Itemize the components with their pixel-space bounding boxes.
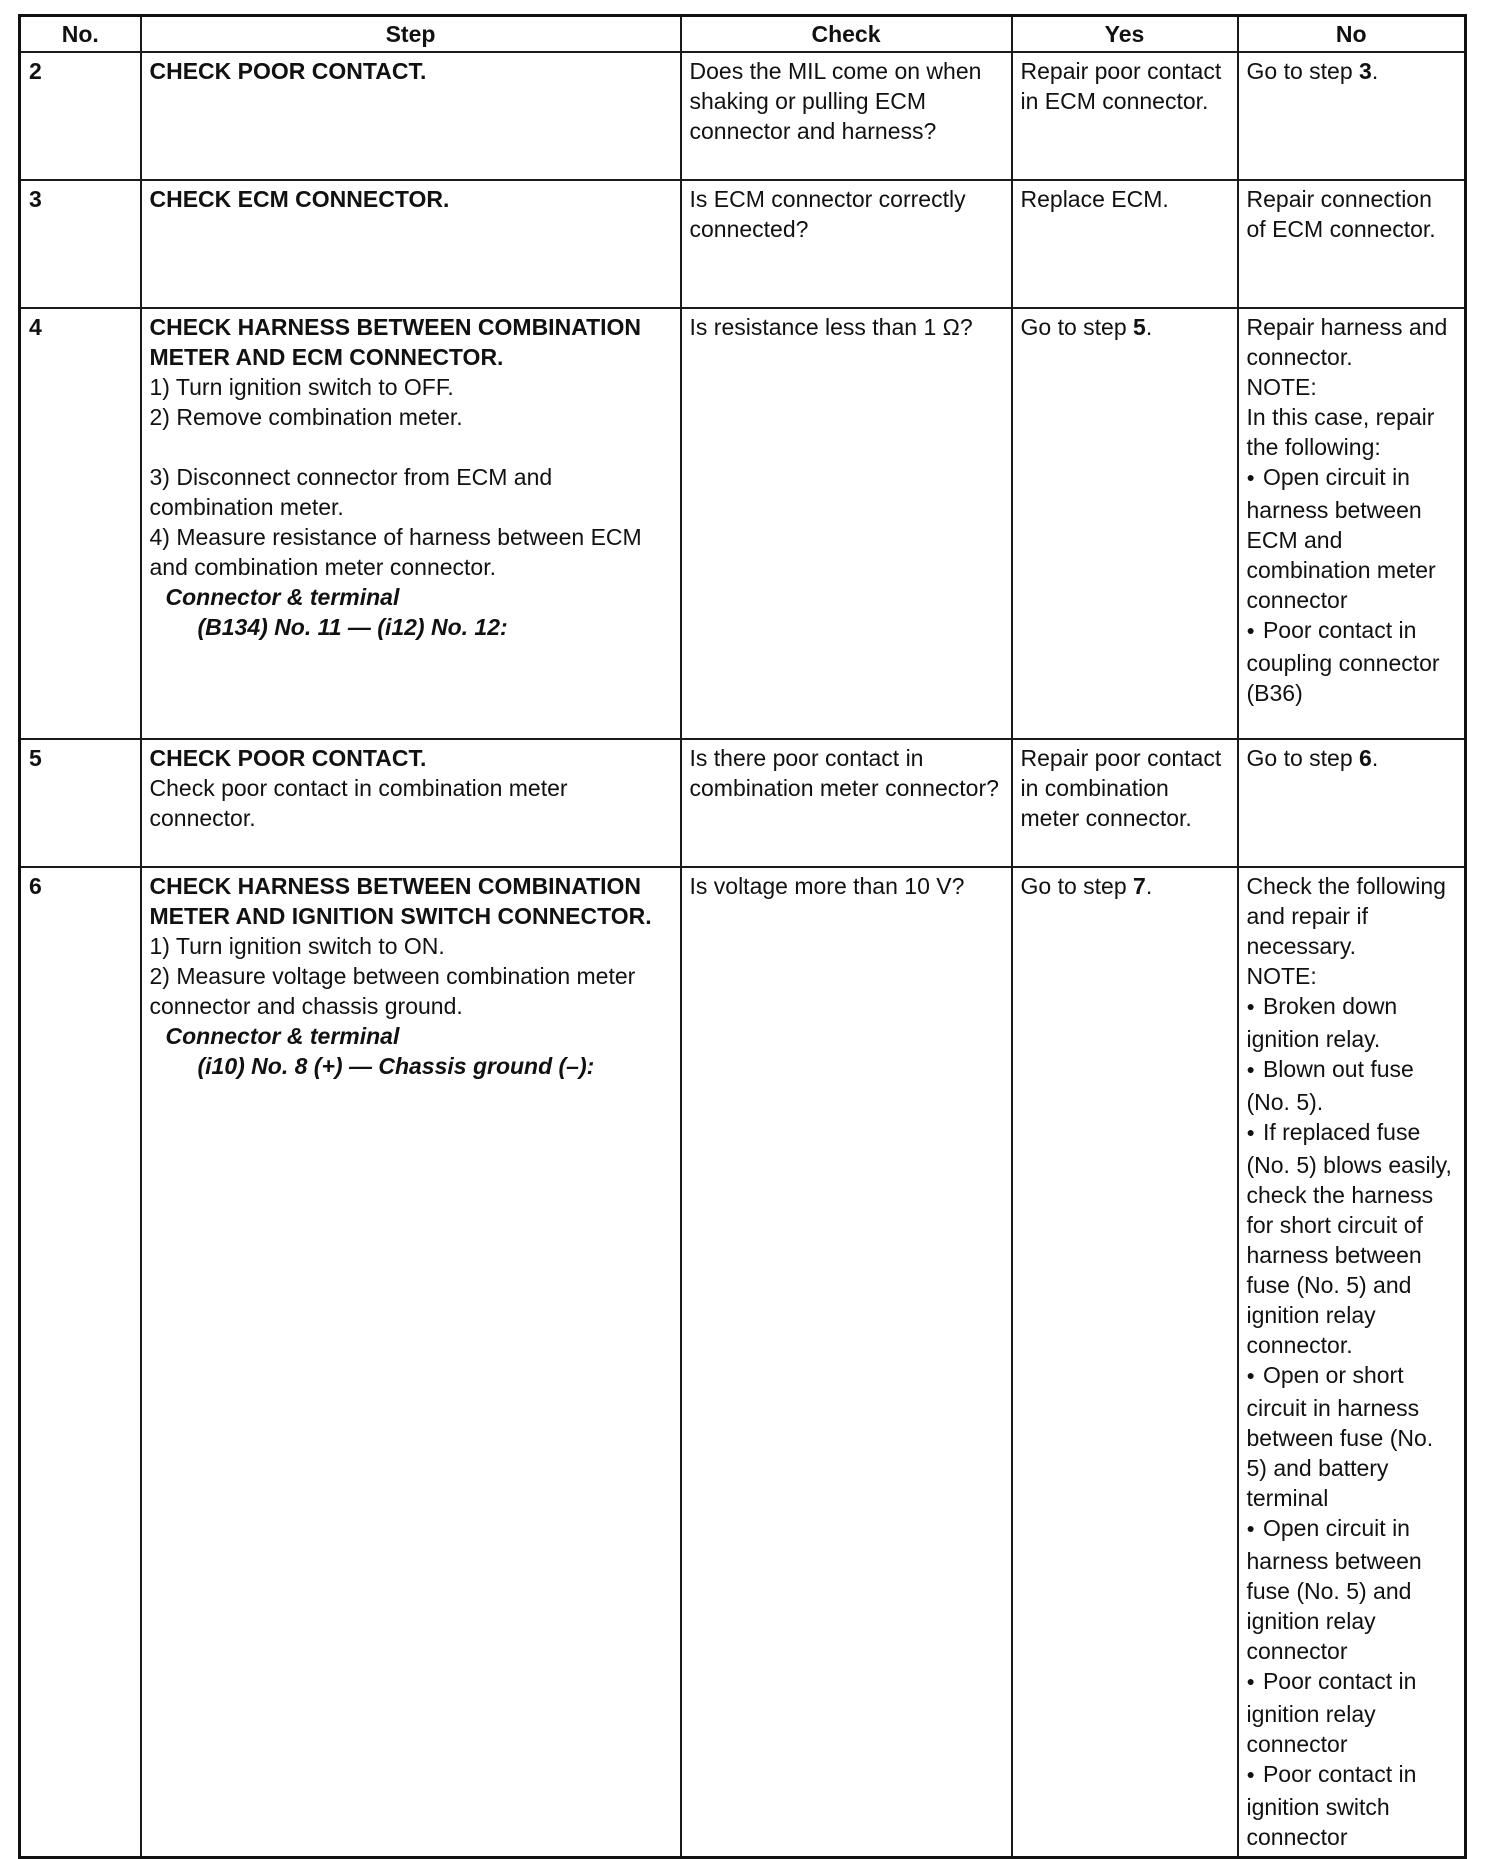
note-label: NOTE:	[1246, 963, 1317, 989]
bullet-item: ● Poor contact in ignition relay connector	[1247, 1666, 1457, 1759]
check-cell: Is voltage more than 10 V?	[681, 867, 1012, 1858]
go-to-step-number: 5	[1133, 314, 1146, 340]
step-title: CHECK POOR CONTACT.	[149, 745, 427, 771]
table-row	[20, 739, 1466, 867]
no-cell	[1238, 739, 1466, 867]
go-to-step-number: 7	[1133, 873, 1146, 899]
step-number: 6	[20, 867, 141, 1858]
step-number: 5	[20, 739, 141, 867]
no-text: Check the following and repair if necessary.	[1246, 873, 1446, 959]
table-row	[20, 308, 1466, 739]
go-to-step-number: 3	[1359, 58, 1372, 84]
yes-suffix: .	[1145, 314, 1153, 340]
no-text: In this case, repair the following:	[1246, 404, 1435, 460]
header-no-answer: No	[1238, 16, 1466, 53]
yes-cell: Repair poor contact in combination meter connector.	[1012, 739, 1238, 867]
step-number: 3	[20, 180, 141, 308]
yes-cell: Replace ECM.	[1012, 180, 1238, 308]
step-instruction: 2) Remove combination meter.	[149, 404, 463, 430]
step-instruction: Check poor contact in combination meter connector.	[149, 775, 568, 831]
no-suffix: .	[1371, 58, 1379, 84]
go-to-step-number: 6	[1359, 745, 1372, 771]
no-prefix: Go to step	[1246, 58, 1360, 84]
step-cell	[141, 739, 681, 867]
header-step: Step	[141, 16, 681, 53]
yes-cell	[1012, 308, 1238, 739]
check-cell: Is there poor contact in combination meter connector?	[681, 739, 1012, 867]
yes-cell	[1012, 867, 1238, 1858]
bullet-item: ● Broken down ignition relay.	[1247, 991, 1457, 1054]
step-instruction: 1) Turn ignition switch to ON.	[149, 933, 445, 959]
step-title: CHECK POOR CONTACT.	[149, 58, 427, 84]
header-yes: Yes	[1012, 16, 1238, 53]
bullet-item: ● Poor contact in ignition switch connector	[1247, 1759, 1457, 1852]
connector-terminal-value: (i10) No. 8 (+) — Chassis ground (–):	[197, 1053, 595, 1079]
table-row	[20, 867, 1466, 1858]
step-instruction: 4) Measure resistance of harness between ECM and combination meter connector.	[149, 524, 642, 580]
header-row	[20, 16, 1466, 53]
step-cell	[141, 52, 681, 180]
no-cell	[1238, 867, 1466, 1858]
no-text: Repair harness and connector.	[1246, 314, 1448, 370]
step-cell	[141, 308, 681, 739]
table-row	[20, 52, 1466, 180]
yes-prefix: Go to step	[1020, 314, 1134, 340]
yes-suffix: .	[1145, 873, 1153, 899]
step-instruction: 3) Disconnect connector from ECM and combination meter.	[149, 464, 553, 520]
step-cell	[141, 180, 681, 308]
connector-terminal-label: Connector & terminal	[165, 1023, 400, 1049]
connector-terminal-label: Connector & terminal	[165, 584, 400, 610]
yes-prefix: Go to step	[1020, 873, 1134, 899]
step-title: CHECK ECM CONNECTOR.	[149, 186, 450, 212]
check-cell: Is ECM connector correctly connected?	[681, 180, 1012, 308]
bullet-item: ● Blown out fuse (No. 5).	[1247, 1054, 1457, 1117]
no-suffix: .	[1371, 745, 1379, 771]
bullet-item: ● Open circuit in harness between ECM and combination meter connector	[1247, 462, 1457, 615]
step-title: CHECK HARNESS BETWEEN COMBINATION METER AND IGNITION SWITCH CONNECTOR.	[149, 873, 652, 929]
step-number: 4	[20, 308, 141, 739]
no-cell	[1238, 308, 1466, 739]
step-number: 2	[20, 52, 141, 180]
spacer	[150, 432, 672, 462]
step-instruction: 2) Measure voltage between combination meter connector and chassis ground.	[149, 963, 636, 1019]
step-instruction: 1) Turn ignition switch to OFF.	[149, 374, 454, 400]
yes-cell: Repair poor contact in ECM connector.	[1012, 52, 1238, 180]
check-cell: Is resistance less than 1 Ω?	[681, 308, 1012, 739]
bullet-item: ● If replaced fuse (No. 5) blows easily, check the harness for short circuit of harness between fuse (No. 5) and ignition relay connector.	[1247, 1117, 1457, 1360]
bullet-item: ● Poor contact in coupling connector (B36)	[1247, 615, 1457, 708]
header-check: Check	[681, 16, 1012, 53]
no-prefix: Go to step	[1246, 745, 1360, 771]
step-title: CHECK HARNESS BETWEEN COMBINATION METER AND ECM CONNECTOR.	[149, 314, 642, 370]
connector-terminal-value: (B134) No. 11 — (i12) No. 12:	[197, 614, 508, 640]
diagnostic-table	[18, 14, 1467, 1859]
header-no: No.	[20, 16, 141, 53]
check-cell: Does the MIL come on when shaking or pulling ECM connector and harness?	[681, 52, 1012, 180]
bullet-item: ● Open circuit in harness between fuse (No. 5) and ignition relay connector	[1247, 1513, 1457, 1666]
bullet-item: ● Open or short circuit in harness between fuse (No. 5) and battery terminal	[1247, 1360, 1457, 1513]
table-row	[20, 180, 1466, 308]
no-cell: Repair connection of ECM connector.	[1238, 180, 1466, 308]
step-cell	[141, 867, 681, 1858]
no-cell	[1238, 52, 1466, 180]
note-label: NOTE:	[1246, 374, 1317, 400]
